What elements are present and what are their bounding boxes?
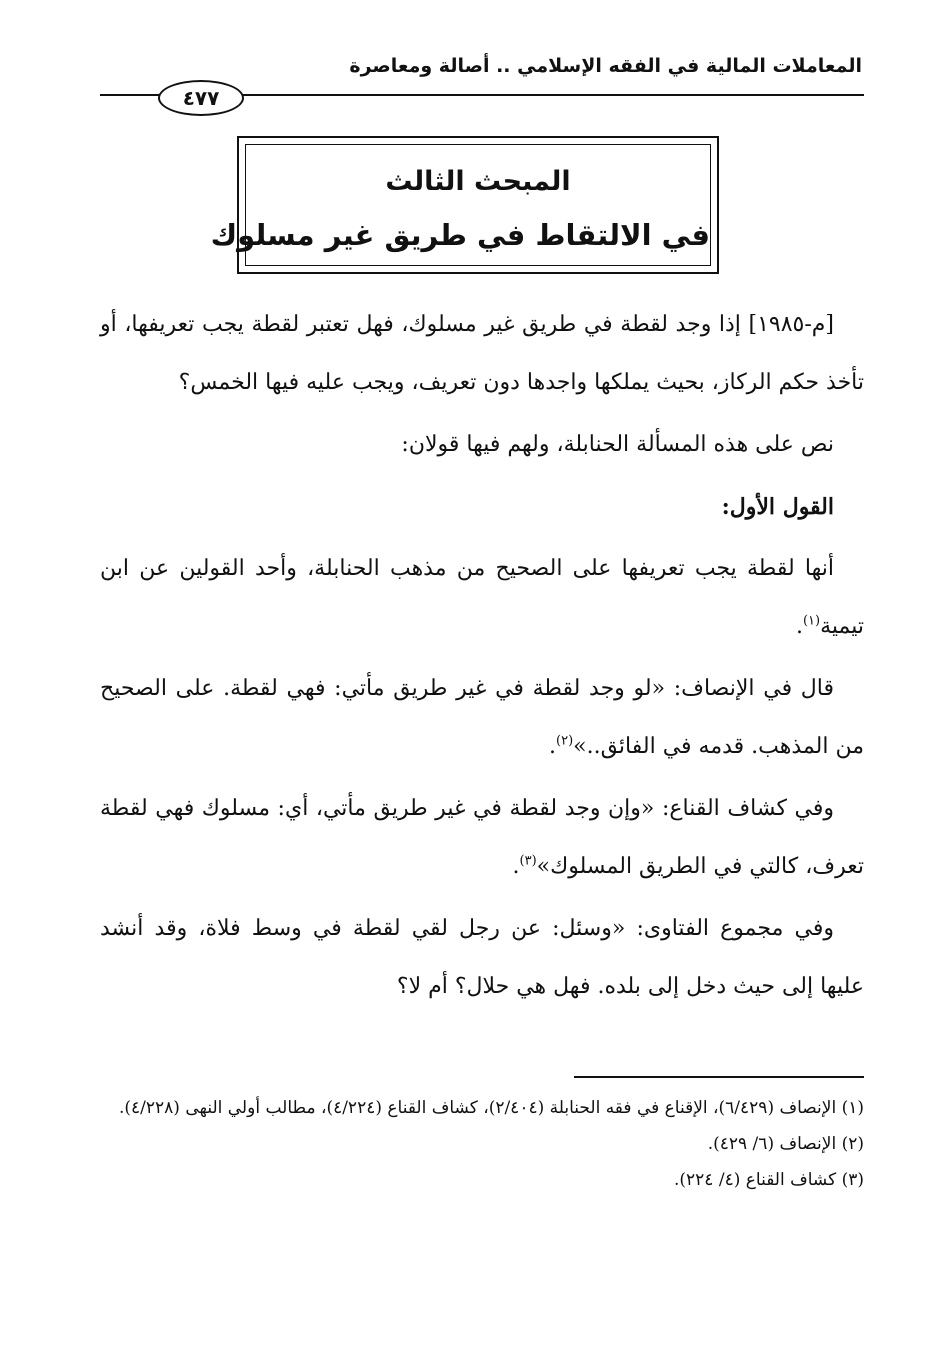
paragraph-1: [م-١٩٨٥] إذا وجد لقطة في طريق غير مسلوك، فهل تعتبر لقطة يجب تعريفها، أو تأخذ حكم الركاز، بحيث يملكها واجدها دون تعريف، ويجب عليه فيها الخمس؟	[100, 312, 864, 395]
paragraph-3-end: .	[795, 614, 803, 639]
paragraph-5-text: وفي كشاف القناع: «وإن وجد لقطة في غير طريق مأتي، أي: مسلوك فهي لقطة تعرف، كالتي في الطريق المسلوك»	[100, 796, 864, 879]
paragraph-3	[100, 540, 864, 656]
paragraph-3-text: أنها لقطة يجب تعريفها على الصحيح من مذهب الحنابلة، وأحد القولين عن ابن تيمية	[100, 556, 864, 639]
footnote-ref-2: (٢)	[556, 733, 574, 749]
section-title-line1: المبحث الثالث	[385, 166, 571, 197]
page-number: ٤٧٧	[158, 80, 244, 116]
paragraph-4	[100, 660, 864, 776]
paragraph-4-end: .	[549, 734, 556, 759]
footnote-2: (٢) الإنصاف (٦/ ٤٢٩).	[707, 1134, 864, 1154]
paragraph-2: نص على هذه المسألة الحنابلة، ولهم فيها قولان:	[401, 432, 834, 457]
paragraph-4-text: قال في الإنصاف: «لو وجد لقطة في غير طريق مأتي: فهي لقطة. على الصحيح من المذهب. قدمه في الفائق..»	[100, 676, 864, 759]
section-title-inner-frame	[210, 144, 711, 266]
footnote-rule	[574, 1076, 864, 1078]
footnote-ref-1: (١)	[802, 613, 821, 629]
paragraph-5-end: .	[512, 854, 520, 879]
footnote-ref-3: (٣)	[519, 853, 537, 869]
running-header: المعاملات المالية في الفقه الإسلامي .. أصالة ومعاصرة	[349, 55, 862, 77]
footnote-1: (١) الإنصاف (٦/٤٢٩)، الإقناع في فقه الحنابلة (٢/٤٠٤)، كشاف القناع (٤/٢٢٤)، مطالب أولي النهى (٤/٢٢٨).	[118, 1098, 864, 1118]
paragraph-5	[100, 780, 864, 896]
first-opinion-heading: القول الأول:	[721, 494, 834, 520]
footnotes	[100, 1090, 864, 1198]
section-title-box	[210, 136, 719, 274]
body-text	[100, 296, 864, 1020]
paragraph-6: وفي مجموع الفتاوى: «وسئل: عن رجل لقي لقطة في وسط فلاة، وقد أنشد عليها إلى حيث دخل إلى بلده. فهل هي حلال؟ أم لا؟	[100, 916, 864, 999]
section-title-line2: في الالتقاط في طريق غير مسلوك	[210, 218, 710, 252]
footnote-3: (٣) كشاف القناع (٤/ ٢٢٤).	[673, 1170, 864, 1190]
